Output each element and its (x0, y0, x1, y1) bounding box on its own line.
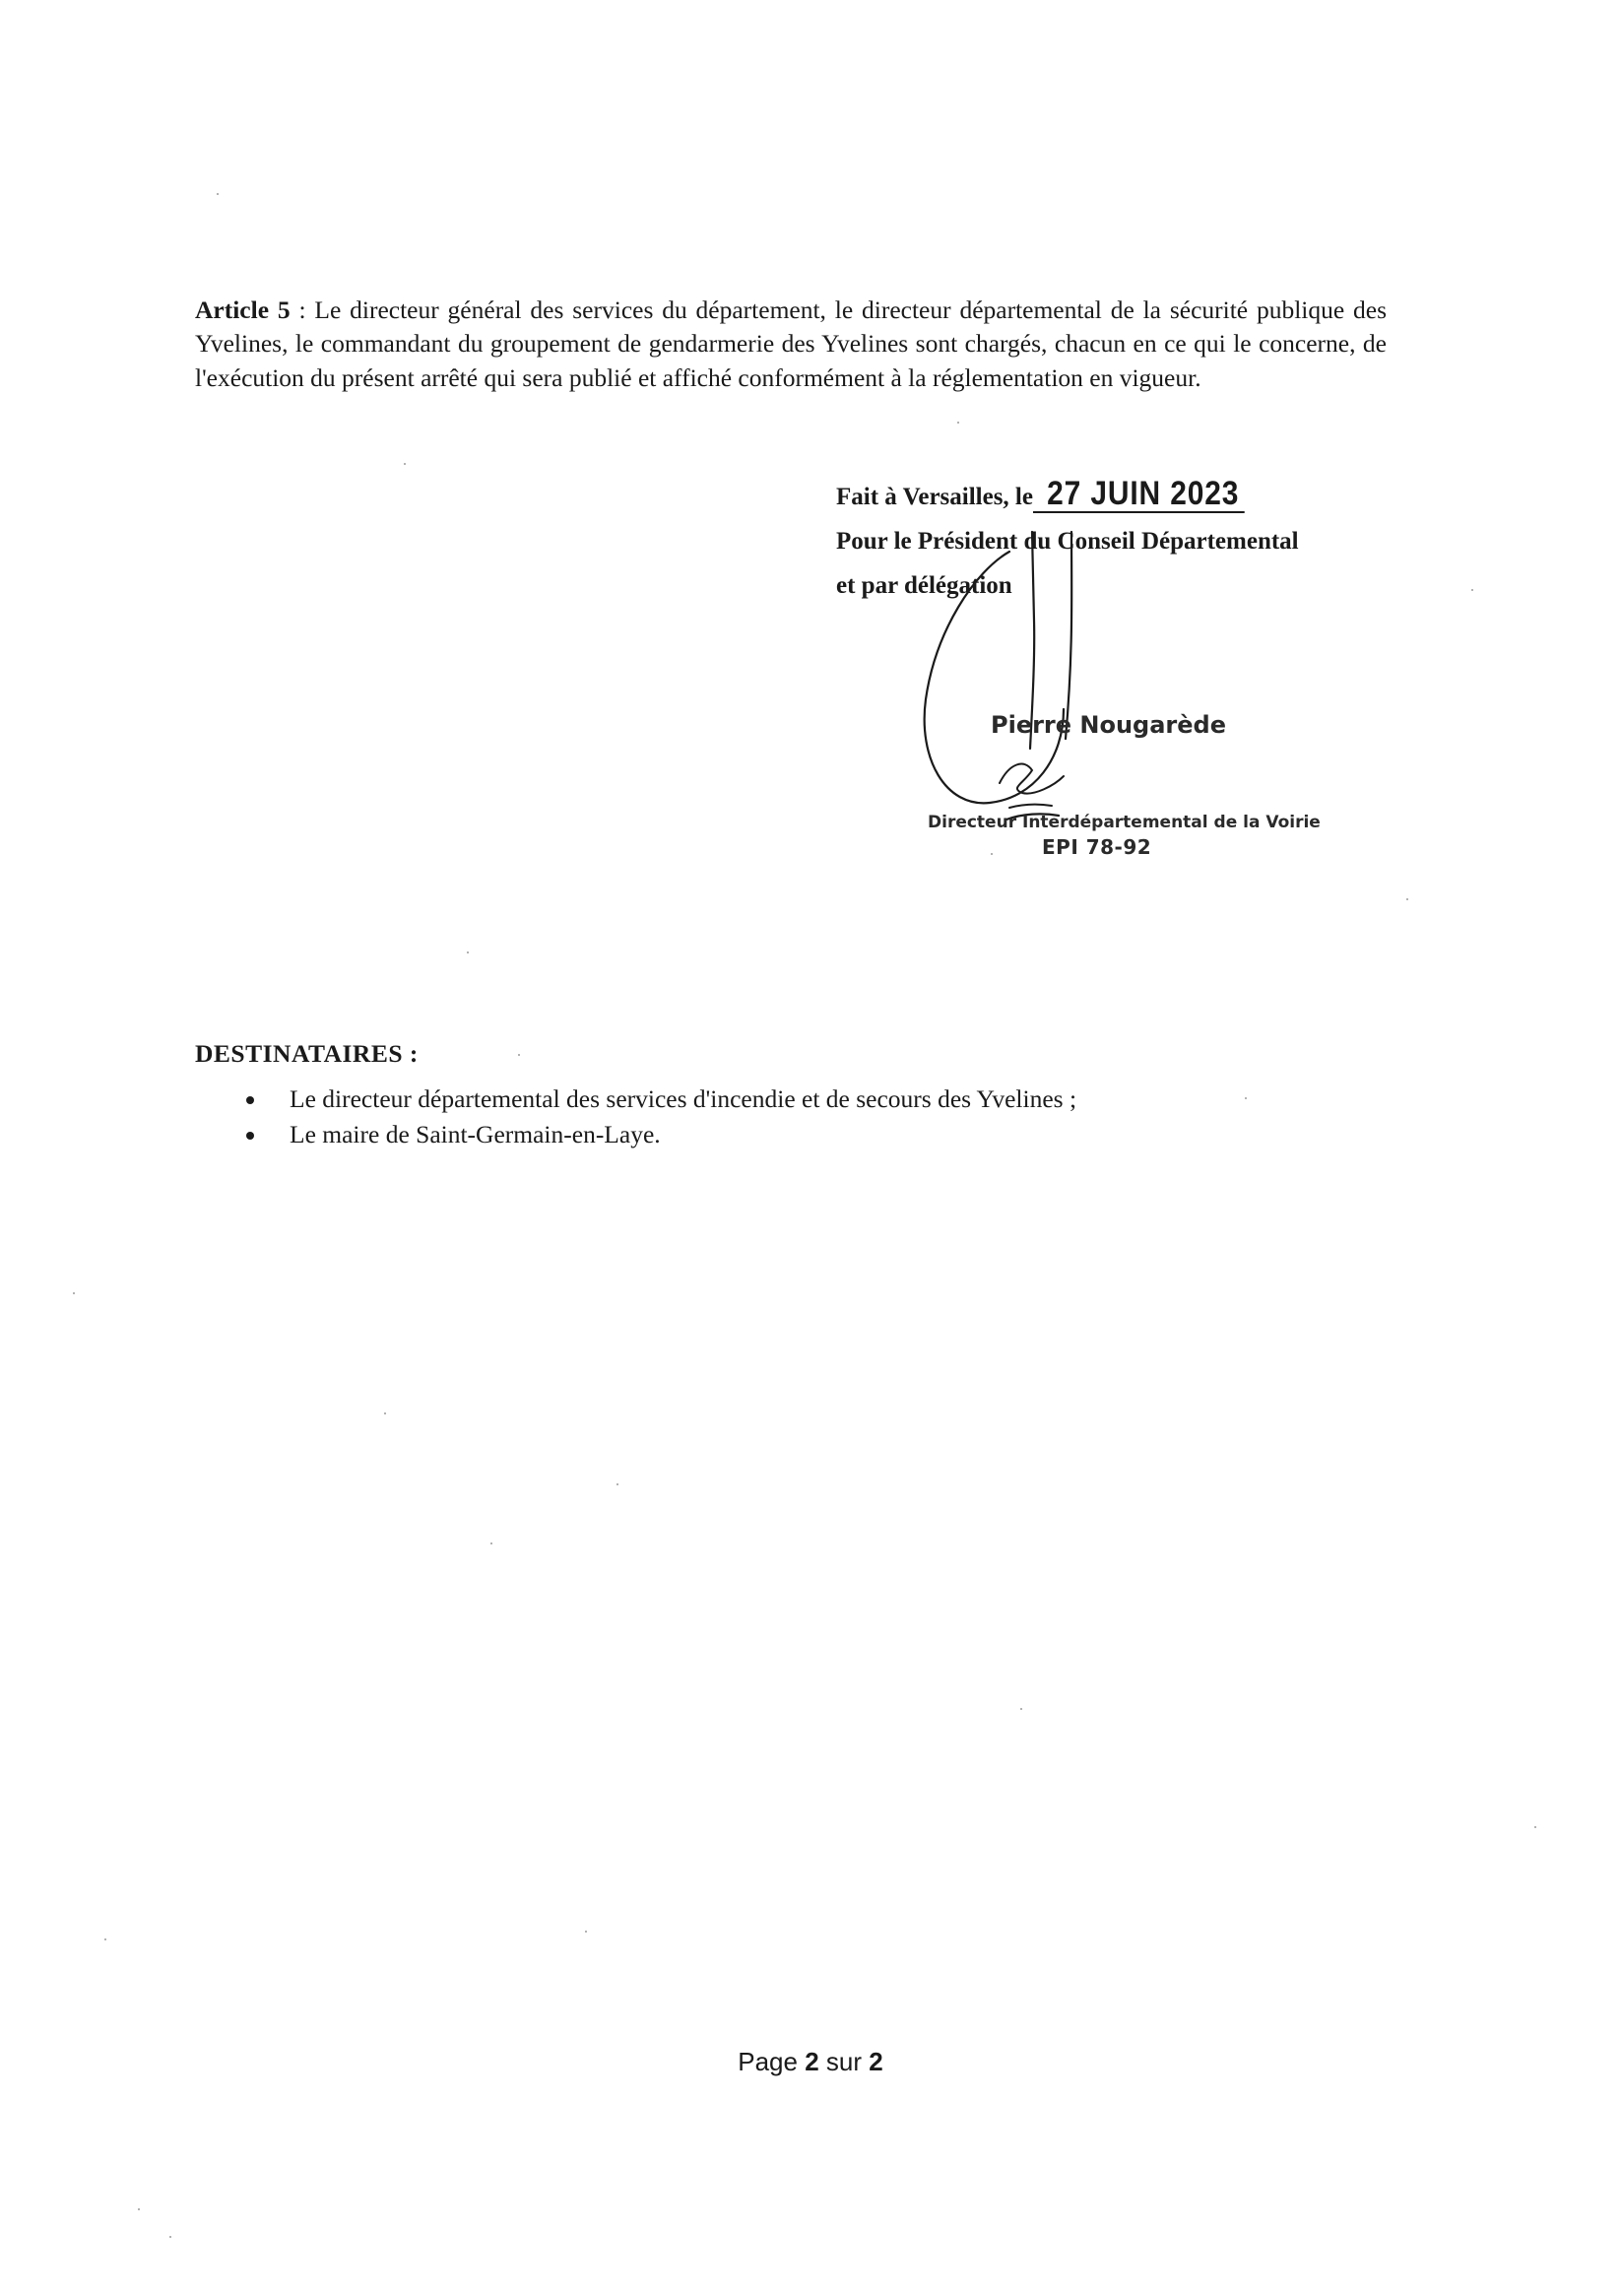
recipients-heading: DESTINATAIRES : (195, 1039, 419, 1068)
scan-speck (1534, 1826, 1536, 1828)
scan-speck (1471, 589, 1473, 591)
article-label: Article 5 (195, 295, 291, 324)
page-prefix: Page (738, 2047, 798, 2076)
scan-speck (467, 951, 469, 953)
stamp-service-code: EPI 78-92 (1042, 835, 1152, 859)
list-item: Le maire de Saint-Germain-en-Laye. (197, 1117, 1076, 1152)
signature-line-president: Pour le Président du Conseil Départemental (836, 528, 1299, 555)
scan-speck (991, 853, 993, 855)
scan-speck (518, 1054, 520, 1056)
scan-speck (217, 193, 219, 195)
page-number (0, 2047, 1621, 2077)
scan-speck (1406, 898, 1408, 900)
scan-speck (404, 463, 406, 465)
article-5-paragraph (195, 294, 1387, 396)
page-total: 2 (869, 2047, 883, 2076)
recipients-list (197, 1082, 1076, 1152)
signature-place: Fait à Versailles, le (836, 484, 1033, 510)
article-text: Le directeur général des services du département, le directeur départemental de la sécurité publique des Yvelines, le commandant du groupement de gendarmerie des Yvelines sont chargés, chacun en ce qui le concerne, de l'exécution du présent arrêté qui sera publié et affiché conformément à la réglementation en vigueur. (195, 295, 1388, 392)
signature-line-delegation: et par délégation (836, 572, 1012, 599)
scan-speck (138, 2208, 140, 2210)
scan-speck (73, 1292, 75, 1294)
list-item: Le directeur départemental des services d'incendie et de secours des Yvelines ; (197, 1082, 1076, 1117)
scan-speck (1245, 1097, 1247, 1099)
stamp-signatory-title: Directeur Interdépartemental de la Voirie (928, 813, 1321, 832)
scan-speck (490, 1542, 492, 1544)
scan-speck (104, 1938, 106, 1940)
stamp-signatory-name: Pierre Nougarède (991, 711, 1227, 739)
scan-speck (585, 1931, 587, 1933)
scan-speck (957, 422, 959, 424)
page-mid: sur (825, 2047, 863, 2076)
scan-speck (384, 1412, 386, 1414)
date-stamp: 27 JUIN 2023 (1033, 476, 1245, 513)
scan-speck (169, 2236, 171, 2238)
page-current: 2 (805, 2047, 819, 2076)
handwritten-signature (916, 512, 1093, 827)
scan-speck (616, 1483, 618, 1485)
scan-speck (1020, 1708, 1022, 1710)
article-separator: : (290, 295, 315, 324)
